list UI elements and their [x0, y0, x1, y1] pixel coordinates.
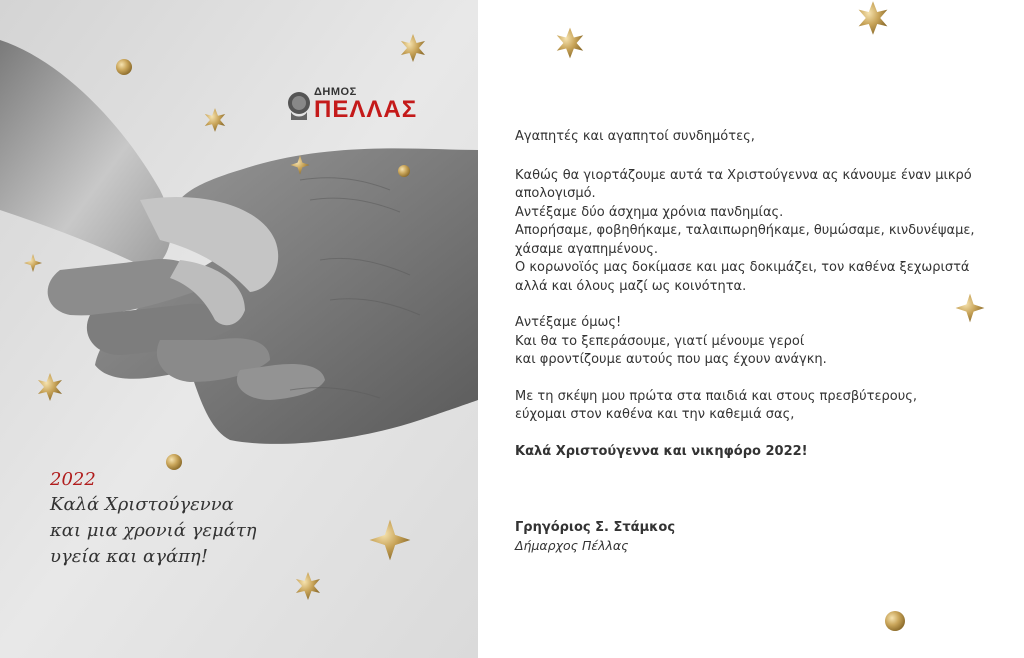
ornament-ball-icon: [398, 165, 410, 177]
letter-line: Και θα το ξεπεράσουμε, γιατί μένουμε γεροί: [515, 333, 805, 349]
ornament-ball-icon: [885, 611, 905, 631]
star-icon: [859, 1, 888, 35]
letter-line: Αντέξαμε όμως!: [515, 315, 622, 330]
letter-line: Αντέξαμε δύο άσχημα χρόνια πανδημίας.: [515, 204, 784, 220]
greeting-line: Καλά Χριστούγεννα: [50, 494, 234, 515]
signature-title: Δήμαρχος Πέλλας: [515, 538, 629, 553]
letter-line: απολογισμό.: [515, 186, 596, 201]
ornament-ball-icon: [116, 59, 132, 75]
letter-line: αλλά και όλους μαζί ως κοινότητα.: [515, 278, 747, 294]
letter-line: εύχομαι στον καθένα και την καθεμιά σας,: [515, 407, 795, 422]
letter-line: και φροντίζουμε αυτούς που μας έχουν ανάγκη.: [515, 352, 827, 367]
letter-body: [515, 128, 995, 461]
ornament-ball-icon: [166, 454, 182, 470]
letter-line: χάσαμε αγαπημένους.: [515, 241, 659, 257]
closing-wish: Καλά Χριστούγεννα και νικηφόρο 2022!: [515, 443, 808, 459]
signature-block: [515, 519, 675, 555]
letter-line: Απορήσαμε, φοβηθήκαμε, ταλαιπωρηθήκαμε, θυμώσαμε, κινδυνέψαμε,: [515, 223, 975, 238]
star-icon: [296, 572, 320, 600]
star-icon: [290, 155, 309, 174]
salutation: Αγαπητές και αγαπητοί συνδημότες,: [515, 129, 755, 144]
star-icon: [557, 28, 583, 59]
star-icon: [38, 373, 62, 401]
letter-line: Ο κορωνοϊός μας δοκίμασε και μας δοκιμάζει, τον καθένα ξεχωριστά: [515, 260, 970, 275]
star-icon: [24, 254, 42, 272]
letter-line: Με τη σκέψη μου πρώτα στα παιδιά και στους πρεσβύτερους,: [515, 388, 918, 404]
star-icon: [401, 34, 425, 62]
greeting-line: υγεία και αγάπη!: [50, 546, 208, 567]
star-icon: [205, 108, 225, 132]
greeting-line: και μια χρονιά γεμάτη: [50, 520, 257, 541]
logo-dimos-text: ΔΗΜΟΣ: [314, 86, 357, 98]
greeting-year: 2022: [50, 469, 96, 490]
logo-pellas-text: ΠΕΛΛΑΣ: [314, 96, 418, 123]
signature-name: Γρηγόριος Σ. Στάμκος: [515, 520, 676, 535]
letter-line: Καθώς θα γιορτάζουμε αυτά τα Χριστούγεννα ας κάνουμε έναν μικρό: [515, 167, 972, 183]
star-icon: [370, 520, 411, 561]
